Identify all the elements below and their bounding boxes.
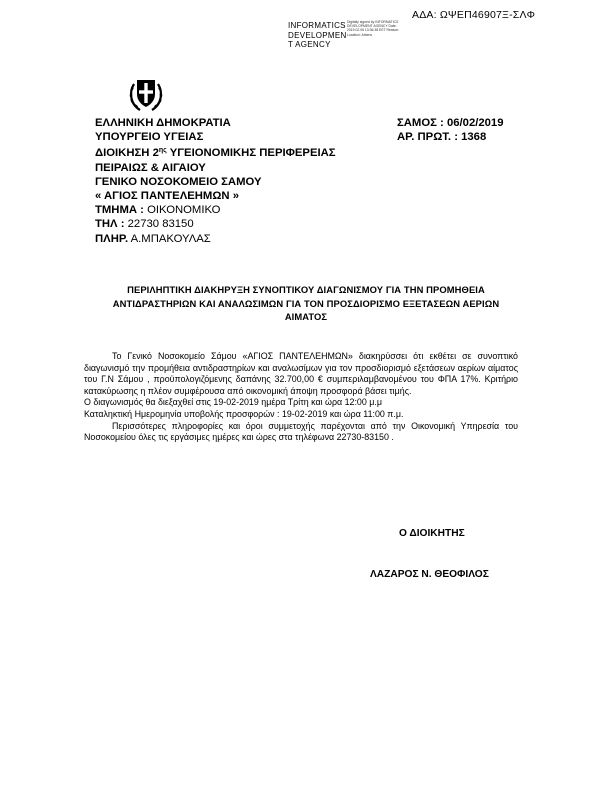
district-pre: ΔΙΟΙΚΗΣΗ 2: [95, 147, 159, 160]
department-line: [95, 203, 336, 217]
protocol-number: ΑΡ. ΠΡΩΤ. : 1368: [397, 131, 487, 144]
greek-coat-of-arms-icon: [126, 74, 166, 114]
place-date: ΣΑΜΟΣ : 06/02/2019: [397, 117, 504, 129]
issuer-header: [95, 116, 336, 246]
org-line: ΠΕΙΡΑΙΩΣ & ΑΙΓΑΙΟΥ: [95, 161, 206, 174]
org-line: ΕΛΛΗΝΙΚΗ ΔΗΜΟΚΡΑΤΙΑ: [95, 117, 231, 129]
agency-line: T AGENCY: [288, 40, 331, 49]
district-sup: ης: [158, 147, 167, 155]
agency-line: DEVELOPMEN: [288, 30, 347, 40]
telephone-line: [95, 217, 336, 231]
info-label: ΠΛΗΡ.: [95, 232, 129, 245]
title-line: ΑΙΜΑΤΟΣ: [284, 311, 328, 322]
department-label: ΤΜΗΜΑ :: [95, 204, 144, 217]
deadline-line: Καταληκτική Ημερομηνία υποβολής προσφορών : 19-02-2019 και ώρα 11:00 π.μ.: [84, 408, 404, 419]
info-line: [95, 232, 336, 246]
telephone-value: 22730 83150: [124, 218, 194, 231]
title-line: ΠΕΡΙΛΗΠΤΙΚΗ ΔΙΑΚΗΡΥΞΗ ΣΥΝΟΠΤΙΚΟΥ ΔΙΑΓΩΝΙΣΜΟΥ ΓΙΑ ΤΗΝ ΠΡΟΜΗΘΕΙΑ: [127, 284, 485, 295]
agency-line: INFORMATICS: [288, 21, 346, 30]
district-post: ΥΓΕΙΟΝΟΜΙΚΗΣ ΠΕΡΙΦΕΡΕΙΑΣ: [166, 147, 336, 160]
body-paragraph: Το Γενικό Νοσοκομείο Σάμου «ΑΓΙΟΣ ΠΑΝΤΕΛΕΗΜΩΝ» διακηρύσσει ότι εκθέτει σε συνοπτικό διαγωνισμό την προμήθεια αντιδραστηρίων και αναλωσίμων για τον προσδιορισμό εξετάσεων αερίων αίματος του Γ.Ν Σάμου , προϋπολογιζόμενης δαπάνης 32.700,00 € συμπεριλαμβανομένου του ΦΠΑ 17%. Κριτήριο κατακύρωσης η πλέον συμφέρουσα από οικονομική άποψη προσφορά βάσει τιμής.: [84, 351, 518, 396]
district-line: [95, 144, 336, 160]
signature-role: Ο ΔΙΟΙΚΗΤΗΣ: [399, 528, 465, 539]
contest-date-line: Ο διαγωνισμός θα διεξαχθεί στις 19-02-2019 ημέρα Τρίτη και ώρα 12:00 μ.μ: [84, 397, 382, 408]
body-paragraph: Περισσότερες πληροφορίες και όροι συμμετοχής παρέχονται από την Οικονομική Υπηρεσία του Νοσοκομείου όλες τις εργάσιμες ημέρες και ώρες στα τηλέφωνα 22730-83150 .: [84, 420, 518, 443]
signature-name: ΛΑΖΑΡΟΣ Ν. ΘΕΟΦΙΛΟΣ: [370, 569, 489, 580]
telephone-label: ΤΗΛ :: [95, 218, 125, 231]
digital-signature-text: Digitally signed by INFORMATICS DEVELOPMENT AGENCY Date: 2019.02.06 13:36:38 EET Reason: Location: Athens: [347, 20, 400, 37]
document-title: [80, 283, 532, 324]
department-value: ΟΙΚΟΝΟΜΙΚΟ: [143, 204, 221, 217]
agency-stamp: [288, 21, 347, 50]
ada-code: ΑΔΑ: ΩΨΕΠ46907Ξ-ΣΛΦ: [412, 9, 536, 21]
reference-block: [397, 116, 504, 144]
org-line: ΓΕΝΙΚΟ ΝΟΣΟΚΟΜΕΙΟ ΣΑΜΟΥ: [95, 175, 262, 188]
org-line: ΥΠΟΥΡΓΕΙΟ ΥΓΕΙΑΣ: [95, 131, 204, 144]
org-line: « ΑΓΙΟΣ ΠΑΝΤΕΛΕΗΜΩΝ »: [95, 190, 239, 203]
document-body: [84, 351, 518, 444]
info-value: Α.ΜΠΑΚΟΥΛΑΣ: [128, 232, 211, 245]
title-line: ΑΝΤΙΔΡΑΣΤΗΡΙΩΝ ΚΑΙ ΑΝΑΛΩΣΙΜΩΝ ΓΙΑ ΤΟΝ ΠΡΟΣΔΙΟΡΙΣΜΟ ΕΞΕΤΑΣΕΩΝ ΑΕΡΙΩΝ: [112, 297, 500, 309]
